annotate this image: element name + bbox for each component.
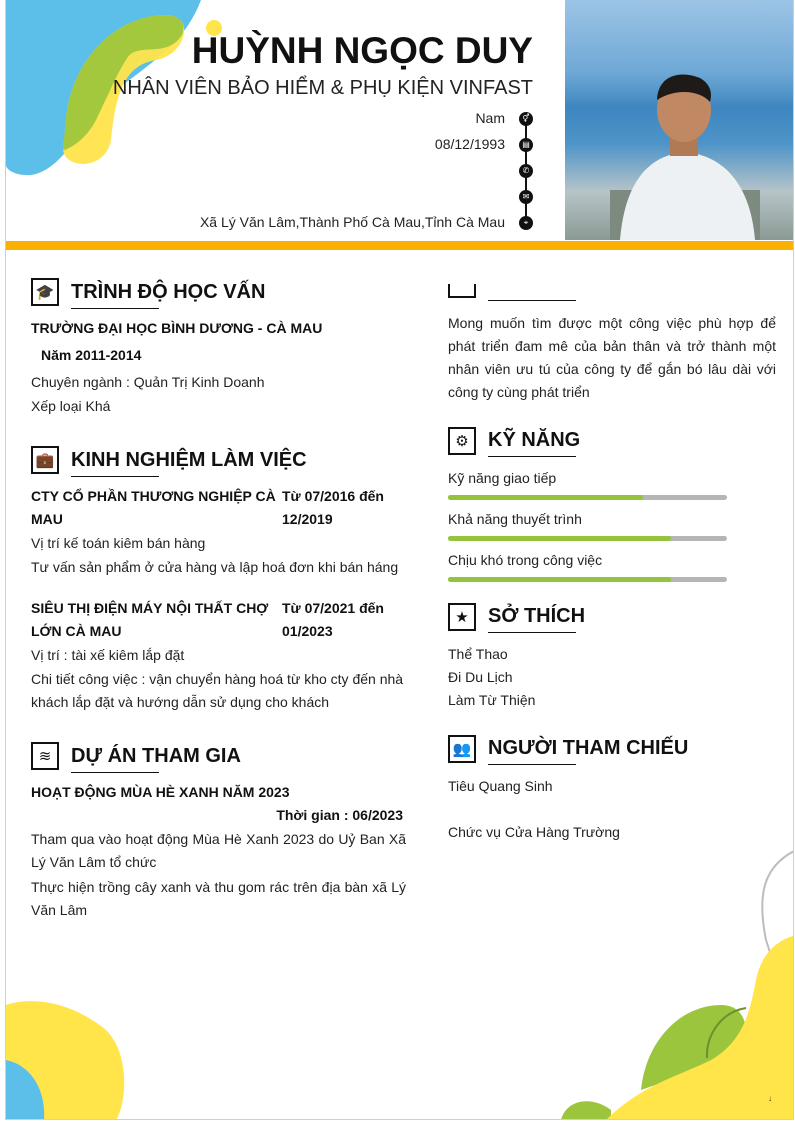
decorative-blobs-bottom-left xyxy=(6,990,136,1120)
objective-icon xyxy=(448,284,476,298)
skill-label: Kỹ năng giao tiếp xyxy=(448,470,557,486)
skill-label: Chịu khó trong công việc xyxy=(448,552,603,568)
exp1-line: Tư vấn sản phẩm ở cửa hàng và lập hoá đơn khi bán háng xyxy=(31,559,399,575)
exp1-date: Từ 07/2016 đến xyxy=(282,488,384,504)
skill-label: Khả năng thuyết trình xyxy=(448,511,582,527)
references-underline xyxy=(488,764,576,765)
profile-photo xyxy=(565,0,794,240)
objective-underline xyxy=(488,300,576,301)
exp2-date: Từ 07/2021 đến xyxy=(282,600,384,616)
exp2-line: khách lắp đặt và hướng dẫn sử dụng cho khách xyxy=(31,694,330,710)
skills-title: KỸ NĂNG xyxy=(488,429,581,451)
exp2-date-cont: 01/2023 xyxy=(282,623,333,639)
exp2-company: SIÊU THỊ ĐIỆN MÁY NỘI THẤT CHỢ xyxy=(31,600,269,616)
star-icon: ★ xyxy=(448,603,476,631)
cv-page xyxy=(5,0,794,1120)
exp1-date-cont: 12/2019 xyxy=(282,511,333,527)
people-icon: 👥 xyxy=(448,735,476,763)
projects-underline xyxy=(71,772,159,773)
exp2-company-cont: LỚN CÀ MAU xyxy=(31,623,122,639)
gender-icon: ⚥ xyxy=(519,112,533,126)
phone-icon: ✆ xyxy=(519,164,533,178)
decorative-blobs-bottom-right xyxy=(561,840,794,1120)
projects-title: DỰ ÁN THAM GIA xyxy=(71,745,241,767)
layers-icon: ≋ xyxy=(31,742,59,770)
experience-underline xyxy=(71,476,159,477)
job-title: NHÂN VIÊN BẢO HIỂM & PHỤ KIỆN VINFAST xyxy=(112,77,533,99)
skill-bar-fill xyxy=(448,577,671,582)
birthdate-text: 08/12/1993 xyxy=(434,136,505,152)
hobbies-title: SỞ THÍCH xyxy=(488,605,586,627)
project-time: Thời gian : 06/2023 xyxy=(276,807,403,823)
exp2-line: Vị trí : tài xế kiêm lắp đặt xyxy=(31,647,185,663)
skill-bar xyxy=(448,536,727,541)
address-text: Xã Lý Văn Lâm,Thành Phố Cà Mau,Tỉnh Cà Mau xyxy=(199,214,505,230)
hobby-item: Thể Thao xyxy=(448,646,508,662)
hobby-item: Làm Từ Thiện xyxy=(448,692,536,708)
gender-text: Nam xyxy=(475,110,505,126)
project-desc-2: Thực hiện trồng cây xanh và thu gom rác trên địa bàn xã Lý Văn Lâm xyxy=(31,879,406,918)
project-name: HOẠT ĐỘNG MÙA HÈ XANH NĂM 2023 xyxy=(31,784,290,800)
email-icon: ✉ xyxy=(519,190,533,204)
gear-icon: ⚙ xyxy=(448,427,476,455)
graduation-cap-icon: 🎓 xyxy=(31,278,59,306)
exp1-company-cont: MAU xyxy=(31,511,63,527)
experience-title: KINH NGHIỆM LÀM VIỆC xyxy=(71,449,307,471)
header-accent-bar xyxy=(6,241,794,250)
reference-position: Chức vụ Cửa Hàng Trường xyxy=(448,824,620,840)
candidate-name: HUỲNH NGỌC DUY xyxy=(191,30,533,71)
birthday-cake-icon: ▤ xyxy=(519,138,533,152)
education-title: TRÌNH ĐỘ HỌC VẤN xyxy=(71,281,266,303)
location-icon: ⌖ xyxy=(519,216,533,230)
project-desc-1: Tham qua vào hoạt động Mùa Hè Xanh 2023 do Uỷ Ban Xã Lý Văn Lâm tổ chức xyxy=(31,831,406,870)
objective-text: Mong muốn tìm được một công việc phù hợp để phát triển đam mê của bản thân và trở thành một nhân viên ưu tú của công ty để gắn bó lâu dài với công ty cùng phát triển xyxy=(448,315,776,400)
education-grade: Xếp loại Khá xyxy=(31,398,111,414)
exp1-line: Vị trí kế toán kiêm bán hàng xyxy=(31,535,206,551)
page-marker: ↓ xyxy=(768,1094,772,1103)
education-underline xyxy=(71,308,159,309)
education-major: Chuyên ngành : Quản Trị Kinh Doanh xyxy=(31,374,265,390)
hobbies-underline xyxy=(488,632,576,633)
skill-bar xyxy=(448,495,727,500)
exp1-company: CTY CỔ PHẦN THƯƠNG NGHIỆP CÀ xyxy=(31,488,276,504)
references-title: NGƯỜI THAM CHIẾU xyxy=(488,737,689,759)
exp2-line: Chi tiết công việc : vận chuyển hàng hoá từ kho cty đến nhà xyxy=(31,671,404,687)
skill-bar xyxy=(448,577,727,582)
hobby-item: Đi Du Lịch xyxy=(448,669,513,685)
skills-underline xyxy=(488,456,576,457)
skill-bar-fill xyxy=(448,536,671,541)
briefcase-icon: 💼 xyxy=(31,446,59,474)
education-years: Năm 2011-2014 xyxy=(41,347,142,363)
reference-name: Tiêu Quang Sinh xyxy=(448,778,553,794)
education-school: TRƯỜNG ĐẠI HỌC BÌNH DƯƠNG - CÀ MAU xyxy=(31,320,323,336)
skill-bar-fill xyxy=(448,495,643,500)
